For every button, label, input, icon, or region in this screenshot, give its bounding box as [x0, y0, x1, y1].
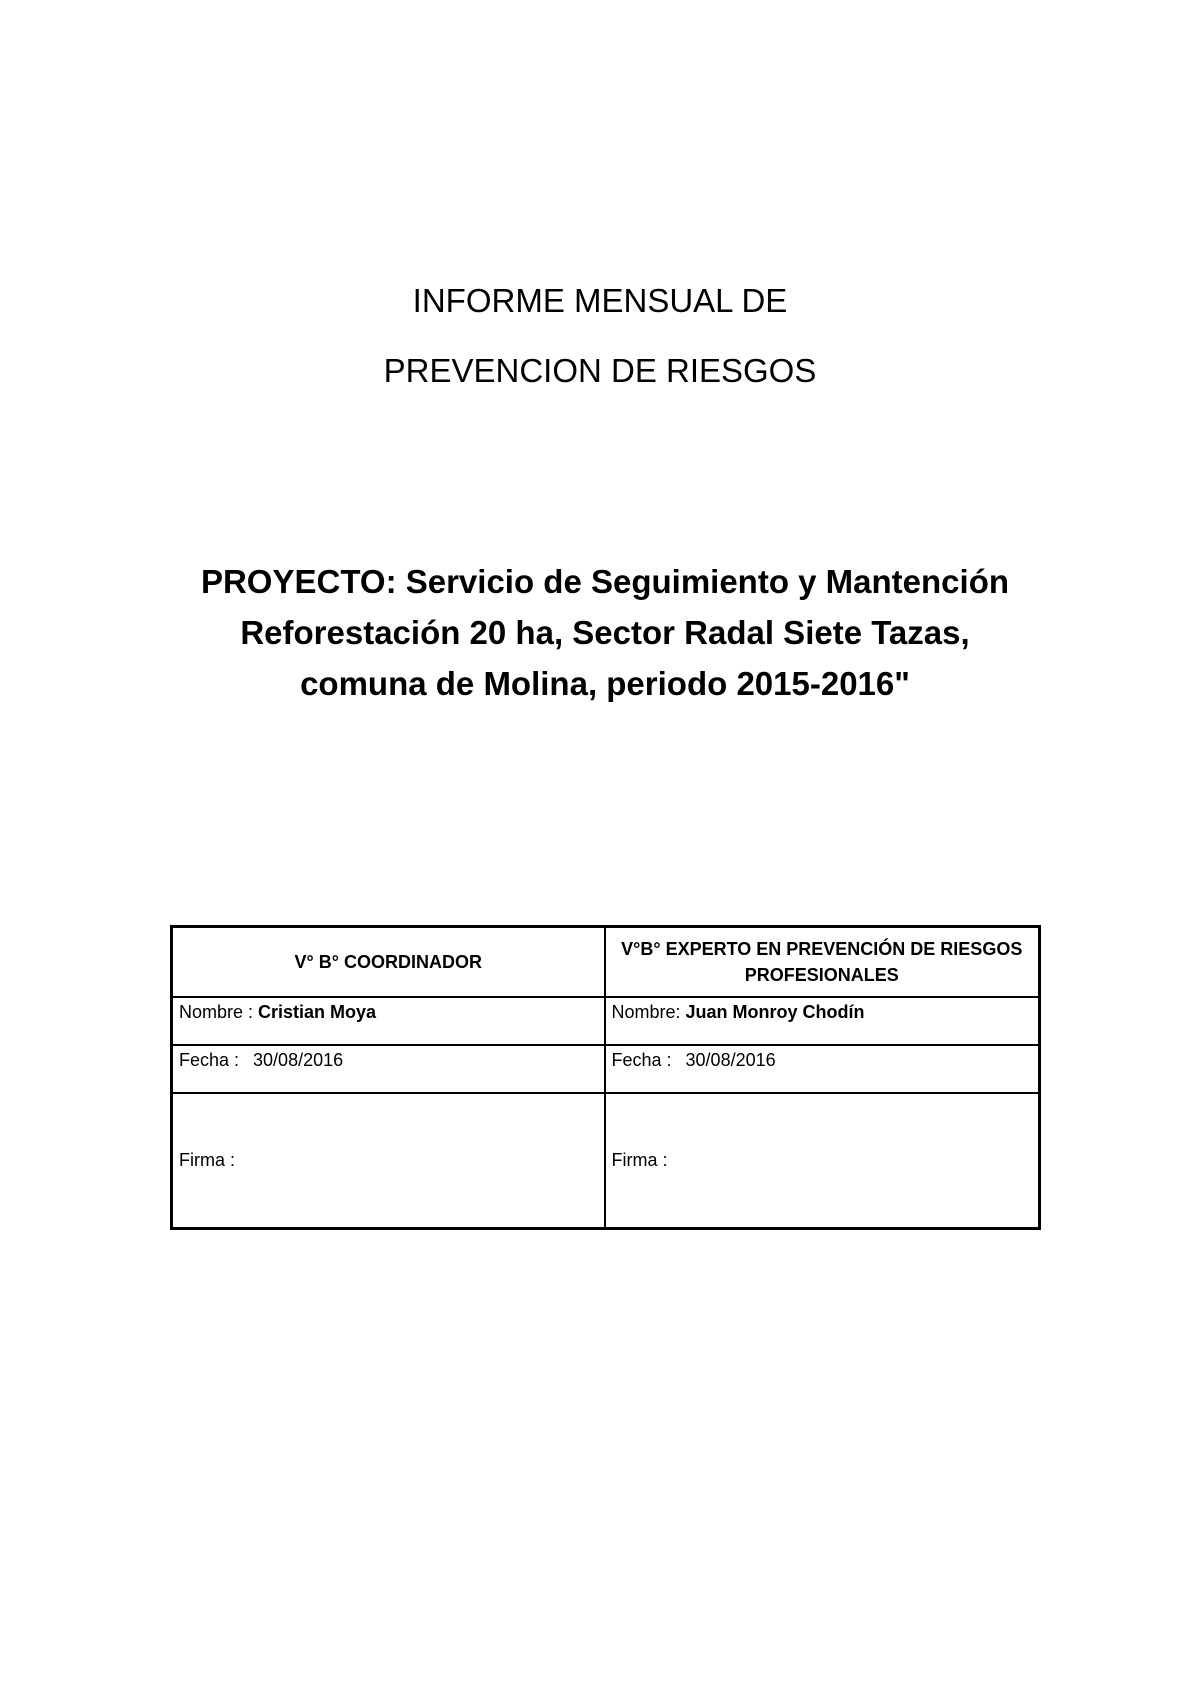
- report-title-line-1: INFORME MENSUAL DE: [412, 282, 788, 319]
- signature-label: Firma :: [179, 1150, 235, 1170]
- coordinator-date-cell: [172, 1045, 605, 1093]
- expert-date: 30/08/2016: [685, 1050, 776, 1070]
- date-label: Fecha :: [179, 1050, 240, 1070]
- coordinator-name: Cristian Moya: [258, 1002, 377, 1022]
- expert-date-cell: [605, 1045, 1040, 1093]
- signature-approval-table: [170, 925, 1041, 1230]
- table-row-nombre: [172, 997, 1040, 1045]
- table-header-row: [172, 927, 1040, 998]
- coordinator-header: V° B° COORDINADOR: [172, 927, 605, 998]
- expert-name-cell: [605, 997, 1040, 1045]
- table-row-fecha: [172, 1045, 1040, 1093]
- coordinator-date: 30/08/2016: [253, 1050, 344, 1070]
- expert-header: V°B° EXPERTO EN PREVENCIÓN DE RIESGOS PROFESIONALES: [605, 927, 1040, 998]
- name-label: Nombre:: [611, 1002, 686, 1022]
- coordinator-signature-cell: [172, 1093, 605, 1229]
- date-label: Fecha :: [611, 1050, 672, 1070]
- project-title: PROYECTO: Servicio de Seguimiento y Mantención Reforestación 20 ha, Sector Radal Siete Tazas, comuna de Molina, periodo 2015-2016": [200, 563, 1010, 702]
- expert-signature-cell: [605, 1093, 1040, 1229]
- coordinator-name-cell: [172, 997, 605, 1045]
- expert-name: Juan Monroy Chodín: [685, 1002, 865, 1022]
- signature-label: Firma :: [611, 1150, 668, 1170]
- report-title-line-2: PREVENCION DE RIESGOS: [383, 352, 817, 389]
- name-label: Nombre :: [179, 1002, 259, 1022]
- table-row-firma: [172, 1093, 1040, 1229]
